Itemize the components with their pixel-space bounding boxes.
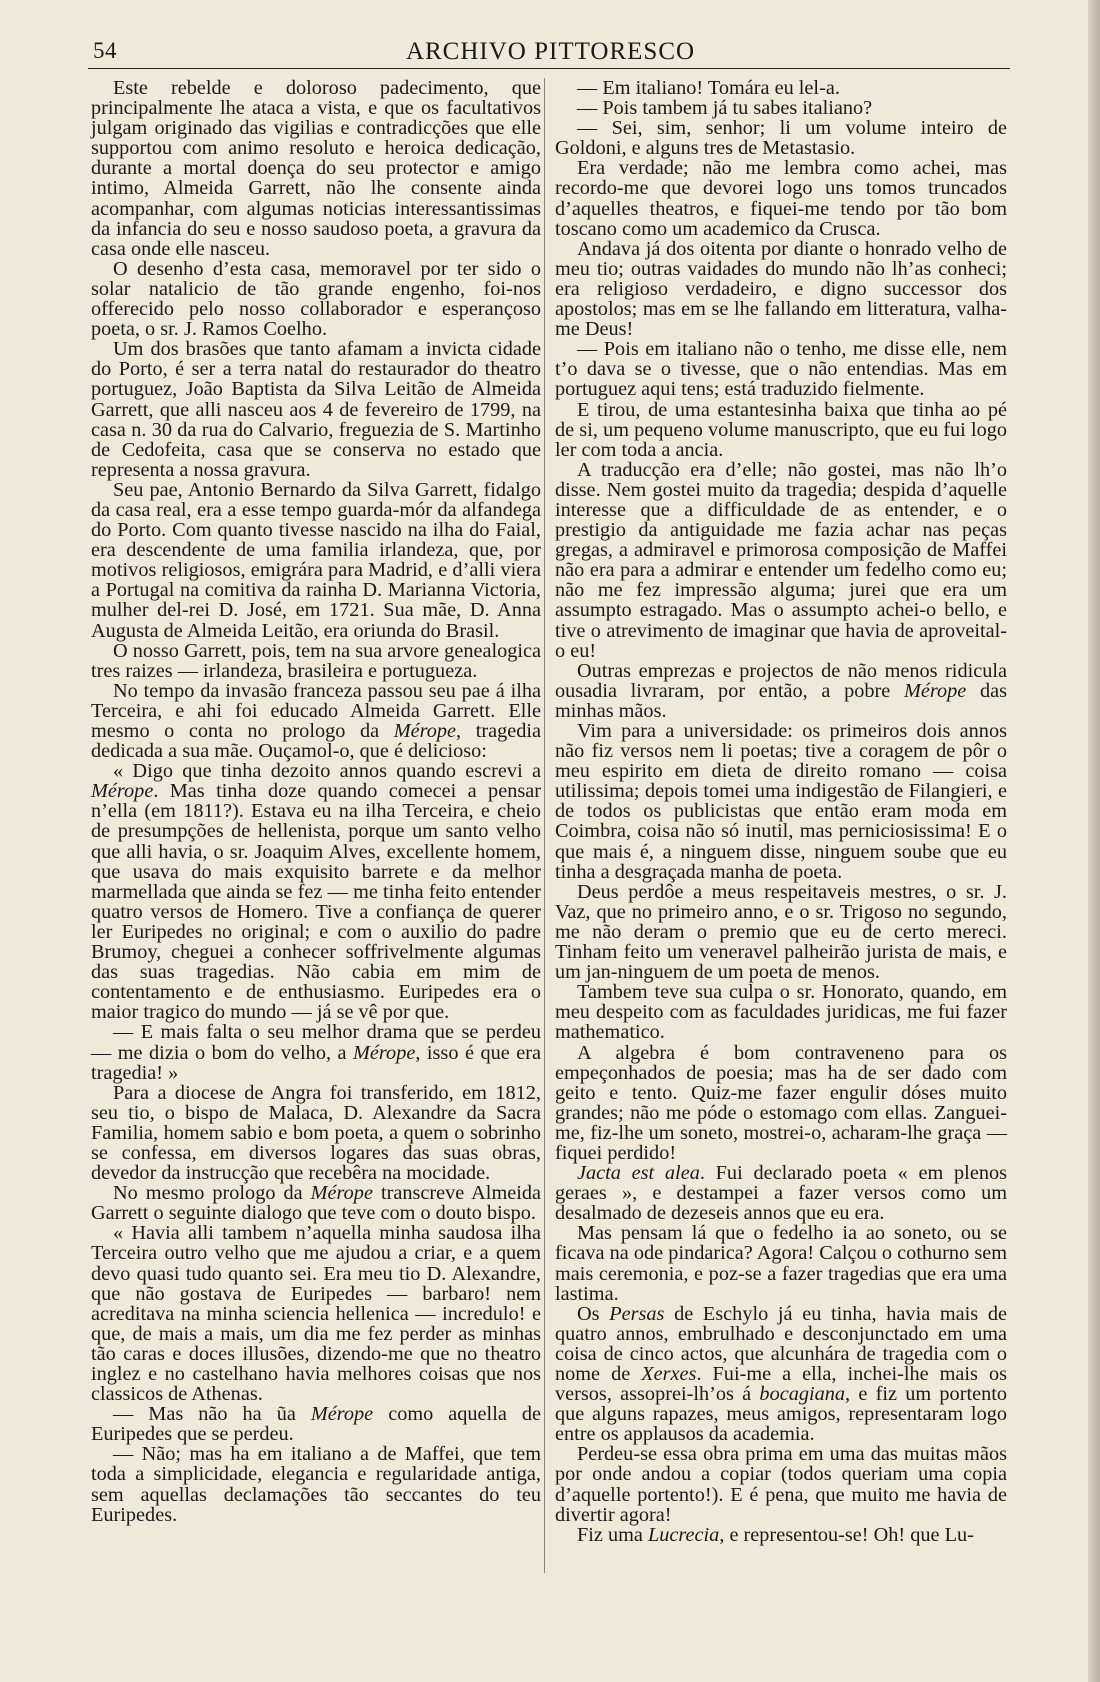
text-run: — Pois tambem já tu sabes italiano? [577,97,873,120]
text-run: « Havia alli tambem n’aquella minha saudosa ilha Terceira outro velho que me ajudou a criar, e a quem devo quasi tudo quanto sei. Era meu tio D. Alexandre, que não gostava de Euripedes — barbaro! nem acreditava na minha sciencia hellenica — incredulo! e que, de mais a mais, um dia me fez perder as minhas tão caras e doces illusões, dizendo-me que no theatro inglez e no castelhano havia melhores coisas que nos classicos de Athenas. [91,1222,541,1406]
header-rule [88,68,1010,69]
text-run: Perdeu-se essa obra prima em uma das muitas mãos por onde andou a copiar (todos queriam uma copia d’aquelle portento!). E é pena, que muito me havia de divertir agora! [555,1443,1007,1526]
text-run: Vim para a universidade: os primeiros dois annos não fiz versos nem li poetas; tive a coragem de pôr o meu espirito em dieta de direito romano — coisa utilissima; depois tomei uma indigestão de Filangieri, e de todos os publicistas que então eram moda em Coimbra, coisa não só inutil, mas perniciosissima! E o que mais é, a ninguem disse, ninguem soube que eu tinha a desgraçada manha de poeta. [555,720,1007,883]
paragraph [91,1444,541,1524]
text-run: — Mas não ha ũa [113,1403,311,1426]
paragraph [555,1525,1007,1545]
text-run: . Fui declarado poeta « em plenos geraes », e destampei a fazer versos como um desalmado de dezeseis annos que eu era. [555,1162,1007,1225]
text-run: , e fiz um portento que alguns rapazes, meus amigos, representaram logo entre os applausos da academia. [555,1383,1007,1446]
text-run: das minhas mãos. [555,679,1007,722]
text-run: . Fui-me a ella, inchei-lhe mais os versos, assoprei-lh’os á [555,1363,1007,1406]
text-run: — Pois em italiano não o tenho, me disse elle, nem t’o dava se o tivesse, que o não entendias. Mas em portuguez aqui tens; está traduzido fielmente. [555,338,1007,401]
italic-text: Mérope [903,679,967,702]
text-run: E tirou, de uma estantesinha baixa que tinha ao pé de si, um pequeno volume manuscripto, que eu fui logo ler com toda a ancia. [555,398,1007,461]
text-run: , e representou-se! Oh! que Lu- [719,1523,974,1546]
paragraph [555,158,1007,238]
paragraph [91,1404,541,1444]
text-run: Este rebelde e doloroso padecimento, que principalmente lhe ataca a vista, e que os facultativos julgam originado das vigilias e contradicções que elle supportou com animo resoluto e heroica dedicação, durante a mortal doença do seu protector e amigo intimo, Almeida Garrett, não lhe consente ainda acompanhar, com algumas noticias interessantissimas da infancia do seu e nosso saudoso poeta, a gravura da casa onde elle nasceu. [91,77,541,260]
column-divider [544,78,545,1573]
paragraph [555,661,1007,721]
paragraph [555,882,1007,982]
text-run: — Sei, sim, senhor; li um volume inteiro de Goldoni, e alguns tres de Metastasio. [555,117,1007,160]
paragraph [555,78,1007,98]
paragraph [91,78,541,259]
paragraph [91,681,541,761]
italic-text: Lucrecia [647,1523,720,1546]
text-run: A traducção era d’elle; não gostei, mas não lh’o disse. Nem gostei muito da tragedia; despida d’aquelle interesse que a difficuldade de as entender, e o prestigio da antiguidade me fazia achar nas peças gregas, a admiravel e primorosa composição de Maffei não era para a admirar e entender um fedelho como eu; não me fez impressão alguma; jurei que era um assumpto estragado. Mas o assumpto achei-o bello, e tive o atrevimento de imaginar que havia de aproveital-o eu! [555,458,1007,662]
text-run: como aquella de Euripedes que se perdeu. [91,1403,541,1446]
paragraph [555,982,1007,1042]
text-run: Para a diocese de Angra foi transferido, em 1812, seu tio, o bispo de Malaca, D. Alexandre da Sacra Familia, homem sabio e bom poeta, a quem o sobrinho se confessa, em diversos logares das suas obras, devedor da instrucção que recebêra na mocidade. [91,1081,541,1185]
text-run: , tragedia dedicada a sua mãe. Ouçamol-o, que é delicioso: [91,720,541,763]
paragraph [555,400,1007,460]
paragraph [91,480,541,641]
paragraph [91,1022,541,1082]
text-run: Era verdade; não me lembra como achei, mas recordo-me que devorei logo uns tomos truncados d’aquelles theatros, e fiquei-me tendo por tão bom toscano como um academico da Crusca. [555,157,1007,240]
page-edge [1088,0,1100,1682]
paragraph [91,339,541,480]
text-run: . Mas tinha doze quando comecei a pensar n’ella (em 1811?). Estava eu na ilha Terceira, e cheio de presumpções de hellenista, porque um santo velho que alli havia, o sr. Joaquim Alves, excellente homem, que usava do mais exquisito barrete e da melhor marmellada que ainda se fez — me tinha feito entender quatro versos de Homero. Tive a confiança de querer ler Euripedes no original; e com o auxilio do padre Brumoy, cheguei a conhecer soffrivelmente algumas das suas tragedias. Não cabia em mim de contentamento e de enthusiasmo. Euripedes era o maior tragico do mundo — já se vê por que. [91,780,541,1024]
text-run: Tambem teve sua culpa o sr. Honorato, quando, em meu despeito com as faculdades juridicas, me fui fazer mathematico. [555,981,1007,1044]
page-header [93,38,1008,72]
text-run: Mas pensam lá que o fedelho ia ao soneto, ou se ficava na ode pindarica? Agora! Calçou o cothurno sem mais ceremonia, e poz-se a fazer tragedias que era uma lastima. [555,1222,1007,1305]
text-run: — E mais falta o seu melhor drama que se perdeu — me dizia o bom do velho, a [91,1021,541,1064]
paragraph [555,1223,1007,1303]
italic-text: Jacta est alea [577,1162,700,1185]
italic-text: Xerxes [641,1363,697,1385]
text-run: No mesmo prologo da [113,1182,311,1205]
text-run: « Digo que tinha dezoito annos quando escrevi a [113,760,541,783]
paragraph [555,1444,1007,1524]
italic-text: Mérope [353,1041,416,1064]
paragraph [91,761,541,1022]
text-run: , isso é que era tragedia! » [91,1041,541,1084]
italic-text: Mérope [310,1182,373,1205]
paragraph [555,1304,1007,1445]
italic-text: Mérope [393,720,457,742]
text-run: Outras emprezas e projectos de não menos ridicula ousadia livraram, por então, a pobre [555,659,1007,702]
page-number: 54 [93,38,117,63]
italic-text: bocagiana [759,1383,846,1406]
paragraph [555,460,1007,661]
italic-text: Mérope [310,1403,374,1426]
paragraph [555,1163,1007,1223]
text-run: Um dos brasões que tanto afamam a invicta cidade do Porto, é ser a terra natal do restaurador do theatro portuguez, João Baptista da Silva Leitão de Almeida Garrett, que alli nasceu aos 4 de fevereiro de 1799, na casa n. 30 da rua do Calvario, freguezia de S. Martinho de Cedofeita, casa que se conserva no estado que representa a nossa gravura. [91,338,541,481]
paragraph [555,339,1007,399]
paragraph [91,1083,541,1183]
text-run: No tempo da invasão franceza passou seu pae á ilha Terceira, e ahi foi educado Almeida Garrett. Elle mesmo o conta no prologo da [91,679,541,742]
text-run: transcreve Almeida Garrett o seguinte dialogo que teve com o douto bispo. [91,1182,541,1225]
text-run: O desenho d’esta casa, memoravel por ter sido o solar natalicio de tão grande engenho, foi-nos offerecido pelo nosso collaborador e esperançoso poeta, o sr. J. Ramos Coelho. [91,257,541,341]
paragraph [91,641,541,681]
paragraph [555,1043,1007,1164]
italic-text: Mérope [91,780,154,803]
italic-text: Persas [609,1302,665,1325]
paragraph [91,1183,541,1223]
text-run: Fiz uma [577,1523,648,1546]
paragraph [555,118,1007,158]
paragraph [91,1223,541,1404]
text-run: A algebra é bom contraveneno para os empeçonhados de poesia; mas ha de ser dado com geito e tento. Quiz-me fazer engulir dóses muito grandes; não me póde o estomago com ellas. Zanguei-me, fiz-lhe um soneto, mostrei-o, acharam-lhe graça — fiquei perdido! [555,1041,1007,1164]
paragraph [555,239,1007,339]
right-column [555,78,1007,1545]
paragraph [555,98,1007,118]
text-run: Os [577,1302,610,1325]
text-run: de Eschylo já eu tinha, havia mais de quatro annos, embrulhado e desconjunctado em uma coisa de cinco actos, que alcunhára de tragedia com o nome de [555,1302,1007,1385]
paragraph [555,721,1007,882]
text-run: O nosso Garrett, pois, tem na sua arvore genealogica tres raizes — irlandeza, brasileira e portugueza. [91,639,542,682]
text-run: — Em italiano! Tomára eu lel-a. [577,77,840,99]
paragraph [91,259,541,339]
text-run: Deus perdôe a meus respeitaveis mestres, o sr. J. Vaz, que no primeiro anno, e o sr. Trigoso no segundo, me não deram o premio que eu de certo mereci. Tinham feito um veneravel palheirão jurista de mais, e um jan-ninguem de um poeta de menos. [555,880,1007,984]
text-run: Andava já dos oitenta por diante o honrado velho de meu tio; outras vaidades do mundo não lh’as conheci; era religioso verdadeiro, e digno successor dos apostolos; mas em se lhe fallando em litteratura, valha-me Deus! [555,237,1007,341]
text-run: — Não; mas ha em italiano a de Maffei, que tem toda a simplicidade, elegancia e regularidade antiga, sem aquellas declamações tão seccantes do teu Euripedes. [91,1443,541,1526]
running-head-title: ARCHIVO PITTORESCO [405,38,696,65]
text-run: Seu pae, Antonio Bernardo da Silva Garrett, fidalgo da casa real, era a esse tempo guarda-mór da alfandega do Porto. Com quanto tivesse nascido na ilha do Faial, era descendente de uma familia irlandeza, que, por motivos religiosos, emigrára para Madrid, e d’alli viera a Portugal na comitiva da rainha D. Marianna Victoria, mulher del-rei D. José, em 1721. Sua mãe, D. Anna Augusta de Almeida Leitão, era oriunda do Brasil. [91,478,541,642]
left-column [91,78,541,1525]
